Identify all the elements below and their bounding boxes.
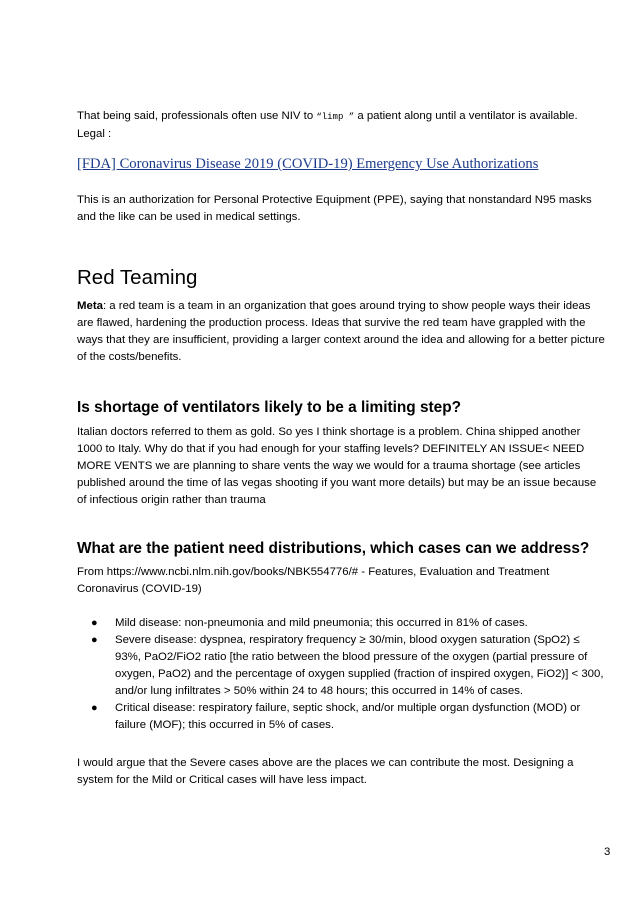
conclusion-paragraph: I would argue that the Severe cases above are the places we can contribute the most. Designing a system for the Mild or Critical cases will have less impact.	[77, 757, 574, 786]
meta-text: : a red team is a team in an organization that goes around trying to show people ways their ideas are flawed, hardening the production process. Ideas that survive the red team have grappled with the ways that they are insufficient, providing a larger context around the idea and allowing for a better picture of the costs/benefits.	[77, 300, 605, 363]
list-item-text: Critical disease: respiratory failure, septic shock, and/or multiple organ dysfunction (MOD) or failure (MOF); this occurred in 5% of cases.	[115, 702, 581, 731]
disease-severity-list	[77, 615, 607, 734]
niv-text-before: That being said, professionals often use NIV to	[77, 110, 317, 122]
list-item	[77, 632, 607, 700]
bullet-icon: ●	[91, 634, 98, 646]
meta-label: Meta	[77, 300, 103, 312]
source-paragraph: From https://www.ncbi.nlm.nih.gov/books/NBK554776/# - Features, Evaluation and Treatment Coronavirus (COVID-19)	[77, 566, 550, 595]
niv-paragraph	[77, 108, 607, 143]
patient-distribution-heading: What are the patient need distributions, which cases can we address?	[77, 540, 590, 557]
niv-text-after: a patient along until a ventilator is available.	[354, 110, 578, 122]
bullet-icon: ●	[91, 702, 98, 714]
fda-eua-link[interactable]: [FDA] Coronavirus Disease 2019 (COVID-19) Emergency Use Authorizations	[77, 156, 539, 172]
list-item-text: Severe disease: dyspnea, respiratory frequency ≥ 30/min, blood oxygen saturation (SpO2) ≤ 93%, PaO2/FiO2 ratio [the ratio between the blood pressure of the oxygen (partial pressure of oxygen, PaO2) and the percentage of oxygen supplied (fraction of inspired oxygen, FiO2)] < 300, and/or lung infiltrates > 50% within 24 to 48 hours; this occurred in 14% of cases.	[115, 634, 604, 697]
bullet-icon: ●	[91, 617, 98, 629]
ventilator-shortage-heading: Is shortage of ventilators likely to be a limiting step?	[77, 399, 461, 416]
list-item	[77, 615, 607, 632]
niv-quoted-word: “limp ”	[316, 112, 355, 122]
ppe-paragraph: This is an authorization for Personal Protective Equipment (PPE), saying that nonstandard N95 masks and the like can be used in medical settings.	[77, 194, 592, 223]
red-teaming-heading: Red Teaming	[77, 266, 198, 289]
meta-paragraph	[77, 298, 607, 366]
list-item-text: Mild disease: non-pneumonia and mild pneumonia; this occurred in 81% of cases.	[115, 617, 528, 629]
ventilator-shortage-paragraph: Italian doctors referred to them as gold. So yes I think shortage is a problem. China shipped another 1000 to Italy. Why do that if you had enough for your staffing levels? DEFINITELY AN ISSUE< NEED MORE VENTS we are planning to share vents the way we would for a trauma shortage (see articles published around the time of las vegas shooting if you want more details) but may be an issue because of infectious origin rather than trauma	[77, 426, 597, 506]
list-item	[77, 700, 607, 734]
legal-label: Legal :	[77, 128, 112, 140]
page-number: 3	[604, 846, 611, 858]
